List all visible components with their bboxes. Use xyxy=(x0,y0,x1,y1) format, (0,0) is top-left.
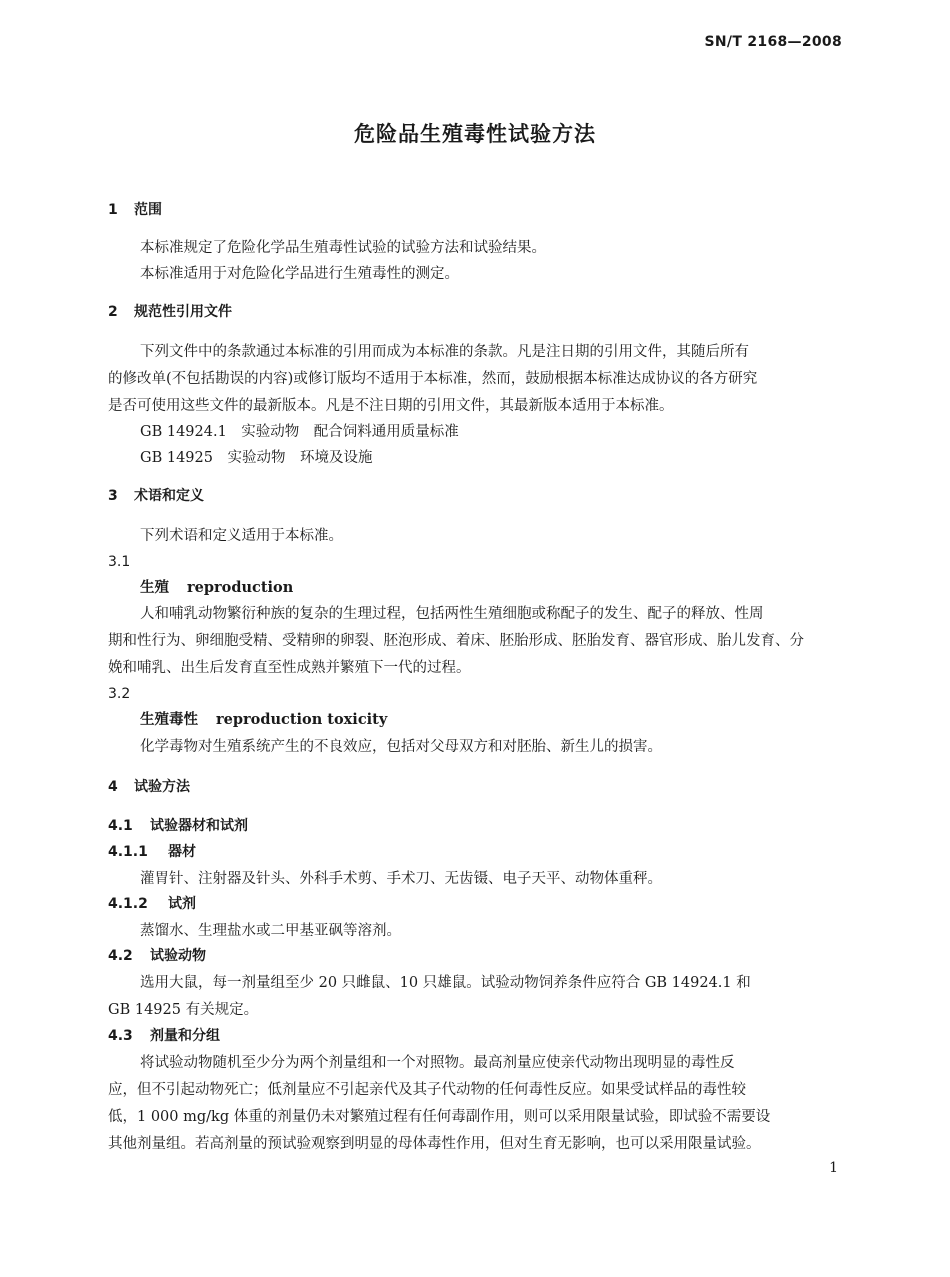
section-title: 试验动物 xyxy=(150,948,206,964)
subsection-4-1-heading xyxy=(108,816,248,836)
document-title: 危险品生殖毒性试验方法 xyxy=(354,122,596,146)
section-title: 术语和定义 xyxy=(134,488,204,504)
paragraph: 下列术语和定义适用于本标准。 xyxy=(140,528,343,544)
section-number: 2 xyxy=(108,304,118,320)
section-2-heading xyxy=(108,302,232,322)
term-chinese: 生殖毒性 xyxy=(140,712,198,728)
term-reproduction xyxy=(140,578,293,598)
section-number: 1 xyxy=(108,202,118,218)
section-number: 4.3 xyxy=(108,1028,133,1044)
section-4-heading xyxy=(108,777,190,797)
term-chinese: 生殖 xyxy=(140,580,169,596)
page-number: 1 xyxy=(829,1160,838,1176)
paragraph-line: 选用大鼠，每一剂量组至少 20 只雌鼠、10 只雄鼠。试验动物饲养条件应符合 GB 14924.1 和 xyxy=(140,975,751,991)
section-number: 4.1.1 xyxy=(108,844,148,860)
subsection-4-1-2-heading xyxy=(108,894,196,914)
paragraph-line: 人和哺乳动物繁衍种族的复杂的生理过程，包括两性生殖细胞或称配子的发生、配子的释放、性周 xyxy=(140,606,764,622)
reference-item: GB 14925 实验动物 环境及设施 xyxy=(140,450,373,466)
paragraph-line: 的修改单(不包括勘误的内容)或修订版均不适用于本标准，然而，鼓励根据本标准达成协议的各方研究 xyxy=(108,371,758,387)
paragraph-line: 娩和哺乳、出生后发育直至性成熟并繁殖下一代的过程。 xyxy=(108,660,471,676)
term-english: reproduction xyxy=(187,579,294,596)
section-title: 试剂 xyxy=(168,896,196,912)
paragraph-line: 是否可使用这些文件的最新版本。凡是不注日期的引用文件，其最新版本适用于本标准。 xyxy=(108,398,674,414)
paragraph: 本标准适用于对危险化学品进行生殖毒性的测定。 xyxy=(140,266,459,282)
section-title: 试验器材和试剂 xyxy=(150,818,248,834)
section-title: 规范性引用文件 xyxy=(134,304,232,320)
paragraph: 本标准规定了危险化学品生殖毒性试验的试验方法和试验结果。 xyxy=(140,240,546,256)
subsection-4-2-heading xyxy=(108,946,206,966)
paragraph-line: 化学毒物对生殖系统产生的不良效应，包括对父母双方和对胚胎、新生儿的损害。 xyxy=(140,739,662,755)
section-title: 范围 xyxy=(134,202,162,218)
paragraph-line: 其他剂量组。若高剂量的预试验观察到明显的母体毒性作用，但对生育无影响，也可以采用限量试验。 xyxy=(108,1136,761,1152)
section-number: 4.1.2 xyxy=(108,896,148,912)
paragraph-line: 低，1 000 mg/kg 体重的剂量仍未对繁殖过程有任何毒副作用，则可以采用限量试验，即试验不需要设 xyxy=(108,1109,771,1125)
reference-item: GB 14924.1 实验动物 配合饲料通用质量标准 xyxy=(140,424,459,440)
paragraph-line: 将试验动物随机至少分为两个剂量组和一个对照物。最高剂量应使亲代动物出现明显的毒性反 xyxy=(140,1055,735,1071)
section-number: 4.2 xyxy=(108,948,133,964)
clause-number: 3.2 xyxy=(108,686,131,702)
subsection-4-1-1-heading xyxy=(108,842,196,862)
term-reproduction-toxicity xyxy=(140,710,387,730)
paragraph-line: GB 14925 有关规定。 xyxy=(108,1002,259,1018)
clause-number: 3.1 xyxy=(108,554,131,570)
term-english: reproduction toxicity xyxy=(216,711,388,728)
paragraph-line: 应，但不引起动物死亡；低剂量应不引起亲代及其子代动物的任何毒性反应。如果受试样品的毒性较 xyxy=(108,1082,746,1098)
standard-code: SN/T 2168—2008 xyxy=(704,34,842,50)
section-number: 4.1 xyxy=(108,818,133,834)
section-number: 4 xyxy=(108,779,118,795)
section-number: 3 xyxy=(108,488,118,504)
section-title: 器材 xyxy=(168,844,196,860)
section-title: 剂量和分组 xyxy=(150,1028,220,1044)
paragraph-line: 期和性行为、卵细胞受精、受精卵的卵裂、胚泡形成、着床、胚胎形成、胚胎发育、器官形成、胎儿发育、分 xyxy=(108,633,804,649)
paragraph: 灌胃针、注射器及针头、外科手术剪、手术刀、无齿镊、电子天平、动物体重秤。 xyxy=(140,871,662,887)
subsection-4-3-heading xyxy=(108,1026,220,1046)
paragraph: 蒸馏水、生理盐水或二甲基亚砜等溶剂。 xyxy=(140,923,401,939)
section-title: 试验方法 xyxy=(134,779,190,795)
section-3-heading xyxy=(108,486,204,506)
section-1-heading xyxy=(108,200,162,220)
paragraph-line: 下列文件中的条款通过本标准的引用而成为本标准的条款。凡是注日期的引用文件，其随后所有 xyxy=(140,344,749,360)
